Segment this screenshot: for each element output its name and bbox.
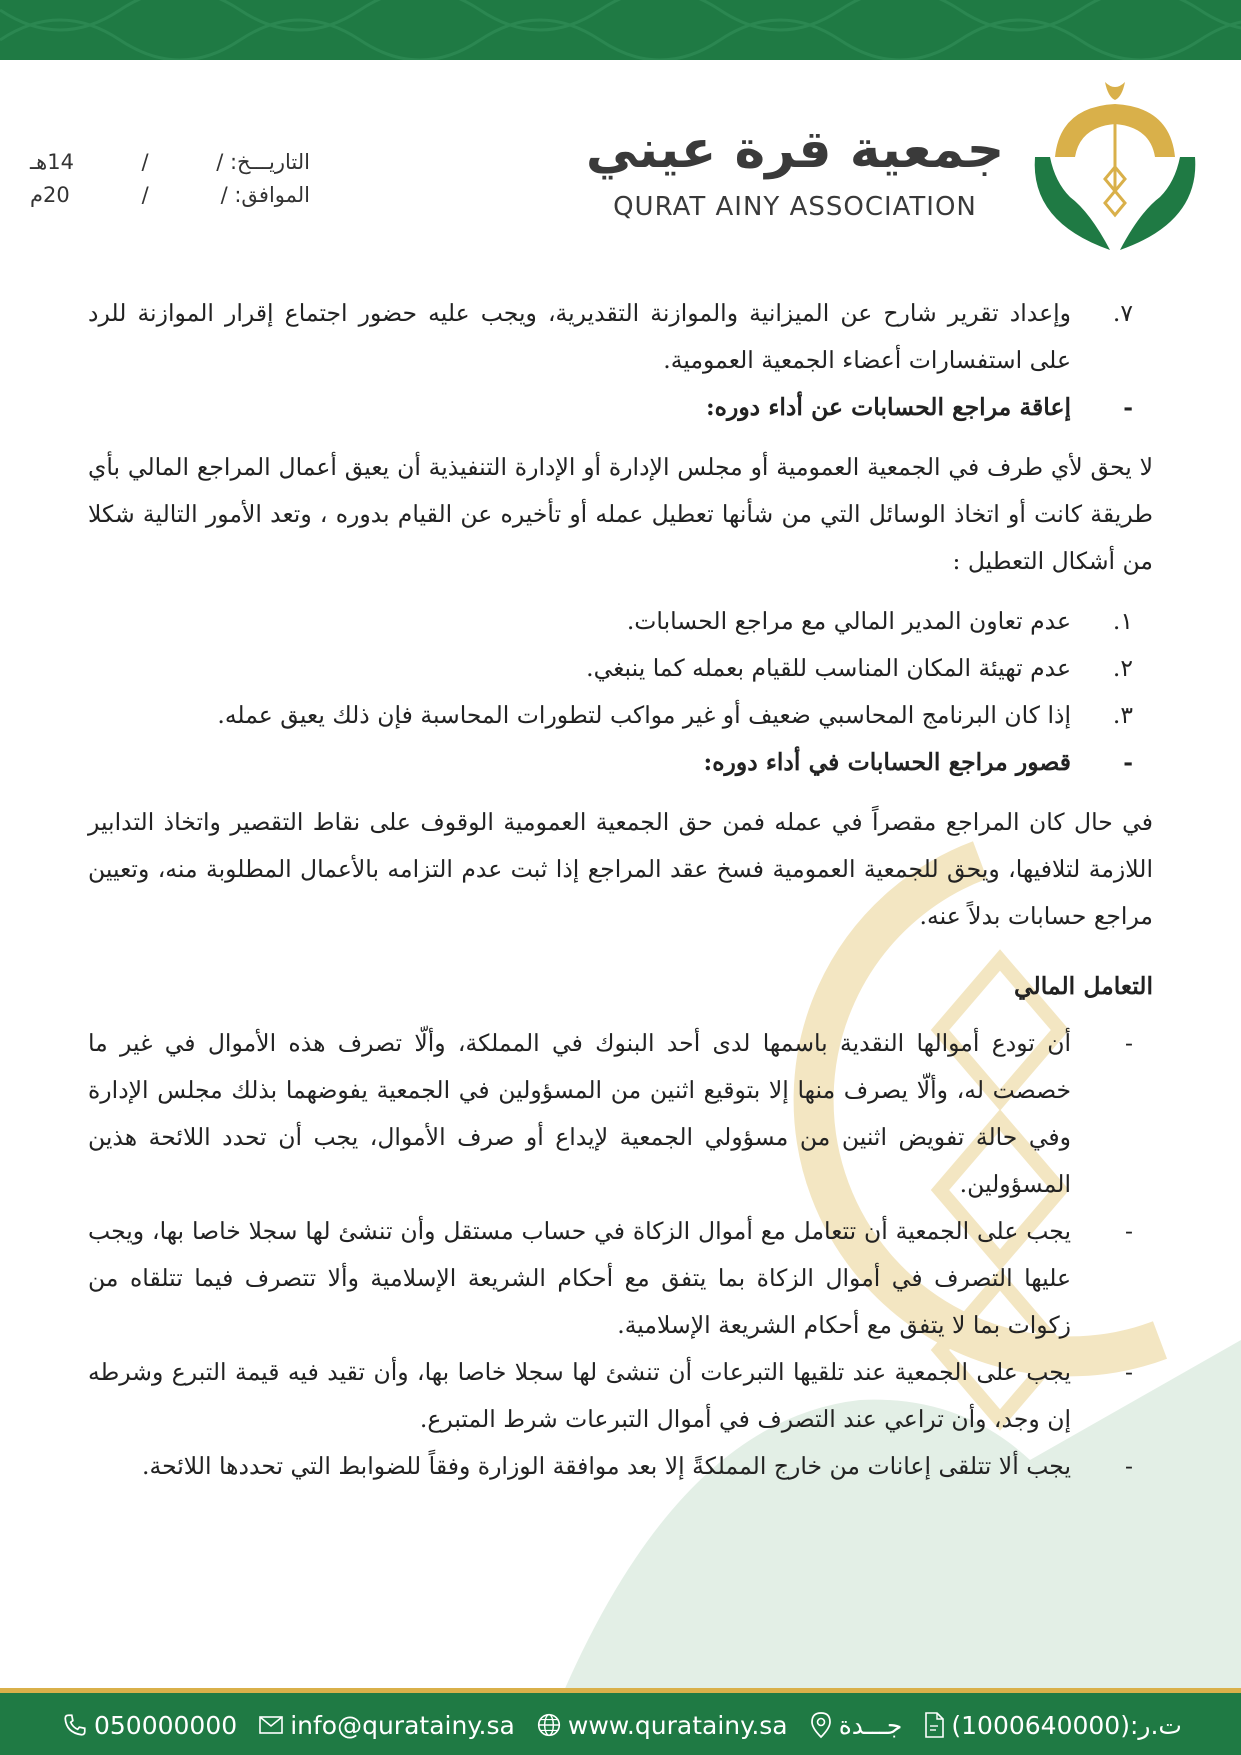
item-text: إذا كان البرنامج المحاسبي ضعيف أو غير مواكب لتطورات المحاسبة فإن ذلك يعيق عمله. [217,701,1071,729]
section-title: التعامل المالي [1013,972,1153,1000]
footer-phone[interactable] [62,1711,237,1740]
item-number: ٧. [1112,299,1133,327]
bullet-item [88,1020,1153,1208]
bullet-text: يجب على الجمعية عند تلقيها التبرعات أن تنشئ لها سجلا خاصا بها، وأن تقيد فيه قيمة التبرع وشرطه إن وجد، وأن تراعي عند التصرف في أموال التبرعات شرط المتبرع. [88,1358,1071,1433]
phone-icon [62,1712,88,1738]
org-name-english: QURAT AINY ASSOCIATION [613,192,977,222]
corresponding-suffix: 20م [30,183,70,207]
item-text: وإعداد تقرير شارح عن الميزانية والموازنة التقديرية، ويجب عليه حضور اجتماع إقرار الموازنة للرد على استفسارات أعضاء الجمعية العمومية. [88,299,1071,374]
corresponding-label: الموافق: / [220,183,310,207]
dash-marker: - [1123,393,1133,421]
paragraph: لا يحق لأي طرف في الجمعية العمومية أو مجلس الإدارة أو الإدارة التنفيذية أن يعيق أعمال المراجع المالي بأي طريقة كانت أو اتخاذ الوسائل التي من شأنها تعطيل عمله أو تأخيره عن القيام بدوره ، وتعد الأمور التالية شكلا من أشكال التعطيل : [88,453,1153,575]
item-number: ١. [1112,607,1133,635]
footer-website[interactable] [536,1711,788,1740]
bullet-item [88,1443,1153,1490]
globe-icon [536,1712,562,1738]
bullet-text: يجب ألا تتلقى إعانات من خارج المملكةً إلا بعد موافقة الوزارة وفقاً للضوابط التي تحددها اللائحة. [142,1452,1071,1480]
corresponding-value: / [141,183,149,207]
dash-marker: - [1125,1452,1133,1480]
footer-location [809,1711,903,1740]
footer-cr [923,1711,1182,1740]
header-band [0,0,1241,60]
list-item [88,692,1153,739]
list-item [88,290,1153,384]
date-box [30,150,310,216]
paragraph: في حال كان المراجع مقصراً في عمله فمن حق الجمعية العمومية الوقوف على نقاط التقصير واتخاذ التدابير اللازمة لتلافيها، ويحق للجمعية العمومية فسخ عقد المراجع إذا ثبت عدم التزامه بالأعمال المطلوبة منه، وتعيين مراجع حسابات بدلاً عنه. [88,808,1153,930]
dash-marker: - [1125,1358,1133,1386]
date-row [30,150,310,183]
item-text: عدم تعاون المدير المالي مع مراجع الحسابات. [626,607,1071,635]
footer-email[interactable] [258,1711,515,1740]
bullet-text: أن تودع أموالها النقدية باسمها لدى أحد البنوك في المملكة، وألّا تصرف هذه الأموال في غير ما خصصت له، وألّا يصرف منها إلا بتوقيع اثنين من المسؤولين في الجمعية يفوضهما بذلك مجلس الإدارة وفي حالة تفويض اثنين من مسؤولي الجمعية لإيداع أو صرف الأموال، يجب أن تحدد اللائحة هذين المسؤولين. [88,1029,1071,1198]
cr-text: (1000640000):ت.ر [951,1710,1182,1740]
city-text: جـــدة [838,1710,903,1740]
pattern-decoration [0,0,1241,60]
list-item [88,645,1153,692]
bullet-text: يجب على الجمعية أن تتعامل مع أموال الزكاة في حساب مستقل وأن تنشئ لها سجلا خاصا بها، ويجب عليها التصرف في أموال الزكاة بما يتفق مع أحكام الشريعة الإسلامية وألا تتصرف فيما تتلقاه من زكوات بما لا يتفق مع أحكام الشريعة الإسلامية. [88,1217,1071,1339]
location-pin-icon [809,1711,833,1739]
date-suffix: 14هـ [30,150,74,174]
date-label: التاريـــخ: / [216,150,310,174]
bullet-item [88,1349,1153,1443]
section-heading [88,739,1153,786]
heading-text: إعاقة مراجع الحسابات عن أداء دوره: [705,393,1071,421]
corresponding-row [30,183,310,216]
bullet-item [88,1208,1153,1349]
logo-icon [1030,72,1205,252]
heading-text: قصور مراجع الحسابات في أداء دوره: [703,748,1071,776]
footer-contacts [62,1700,1182,1750]
dash-marker: - [1125,1217,1133,1245]
document-icon [923,1711,945,1739]
item-number: ٢. [1112,654,1133,682]
item-number: ٣. [1112,701,1133,729]
section-heading [88,384,1153,431]
document-body [88,290,1153,1490]
list-item [88,598,1153,645]
dash-marker: - [1123,748,1133,776]
date-value: / [141,150,149,174]
phone-text: 050000000 [94,1710,238,1740]
email-text: info@quratainy.sa [290,1710,515,1740]
mail-icon [258,1714,284,1736]
dash-marker: - [1125,1029,1133,1057]
website-text: www.quratainy.sa [567,1710,788,1740]
item-text: عدم تهيئة المكان المناسب للقيام بعمله كما ينبغي. [586,654,1071,682]
org-name-arabic: جمعية قرة عيني [585,120,1005,180]
